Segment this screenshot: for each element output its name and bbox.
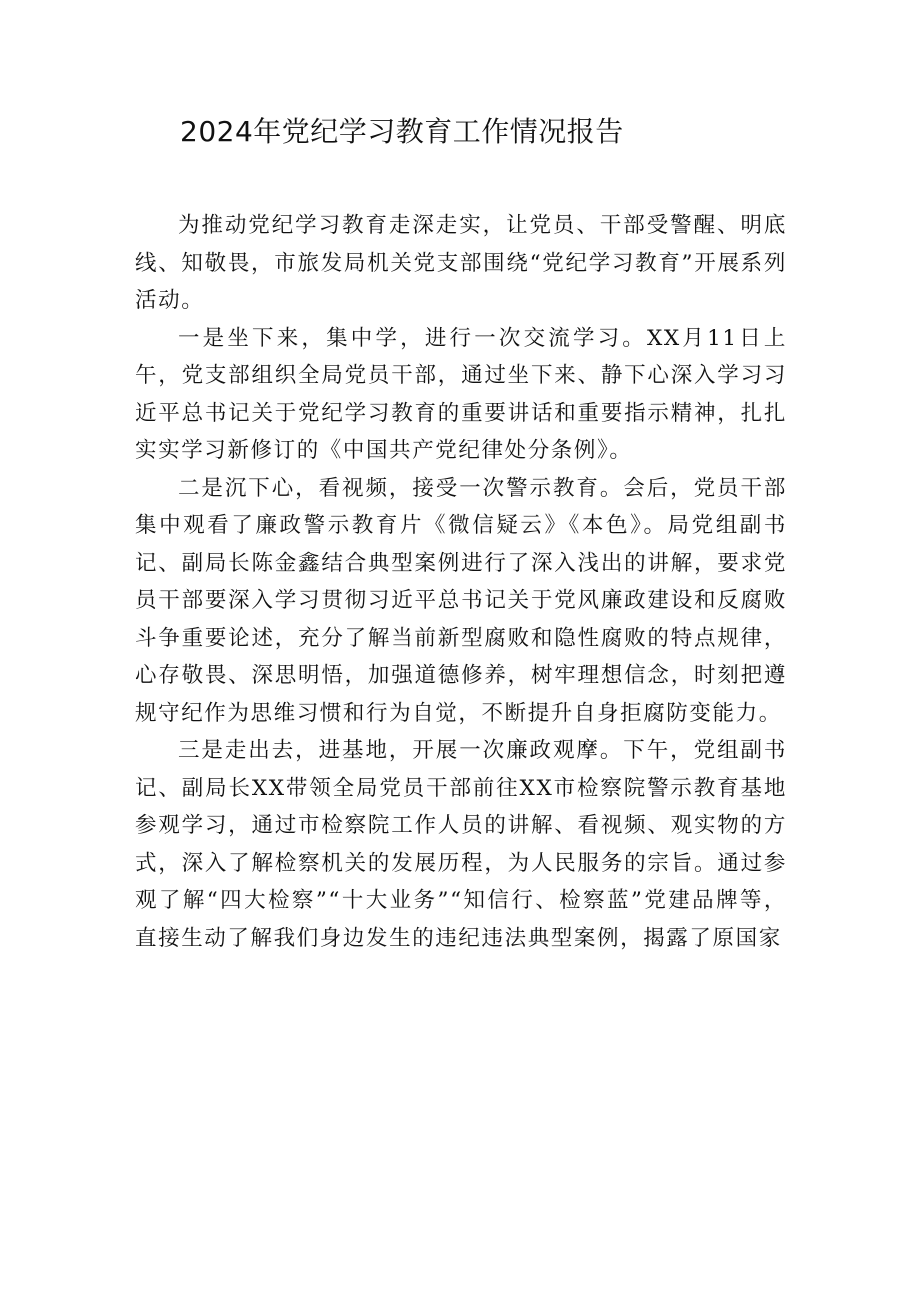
paragraph-warning-video: 二是沉下心，看视频，接受一次警示教育。会后，党员干部集中观看了廉政警示教育片《微信疑云》《本色》。局党组副书记、副局长陈金鑫结合典型案例进行了深入浅出的讲解，要求党员干部要深入学习贯彻习近平总书记关于党风廉政建设和反腐败斗争重要论述，充分了解当前新型腐败和隐性腐败的特点规律，心存敬畏、深思明悟，加强道德修养，树牢理想信念，时刻把遵规守纪作为思维习惯和行为自觉，不断提升自身拒腐防变能力。 (135, 475, 787, 726)
document-body (135, 207, 787, 957)
document-title: 2024年党纪学习教育工作情况报告 (180, 115, 624, 148)
paragraph-intro: 为推动党纪学习教育走深走实，让党员、干部受警醒、明底线、知敬畏，市旅发局机关党支部围绕“党纪学习教育”开展系列活动。 (135, 213, 787, 313)
paragraph-study-session: 一是坐下来，集中学，进行一次交流学习。XX月11日上午，党支部组织全局党员干部，通过坐下来、静下心深入学习习近平总书记关于党纪学习教育的重要讲话和重要指示精神，扎扎实实学习新修订的《中国共产党纪律处分条例》。 (135, 325, 787, 463)
paragraph-base-visit: 三是走出去，进基地，开展一次廉政观摩。下午，党组副书记、副局长XX带领全局党员干部前往XX市检察院警示教育基地参观学习，通过市检察院工作人员的讲解、看视频、观实物的方式，深入了解检察机关的发展历程，为人民服务的宗旨。通过参观了解“四大检察”“十大业务”“知信行、检察蓝”党建品牌等，直接生动了解我们身边发生的违纪违法典型案例，揭露了原国家 (135, 738, 787, 951)
